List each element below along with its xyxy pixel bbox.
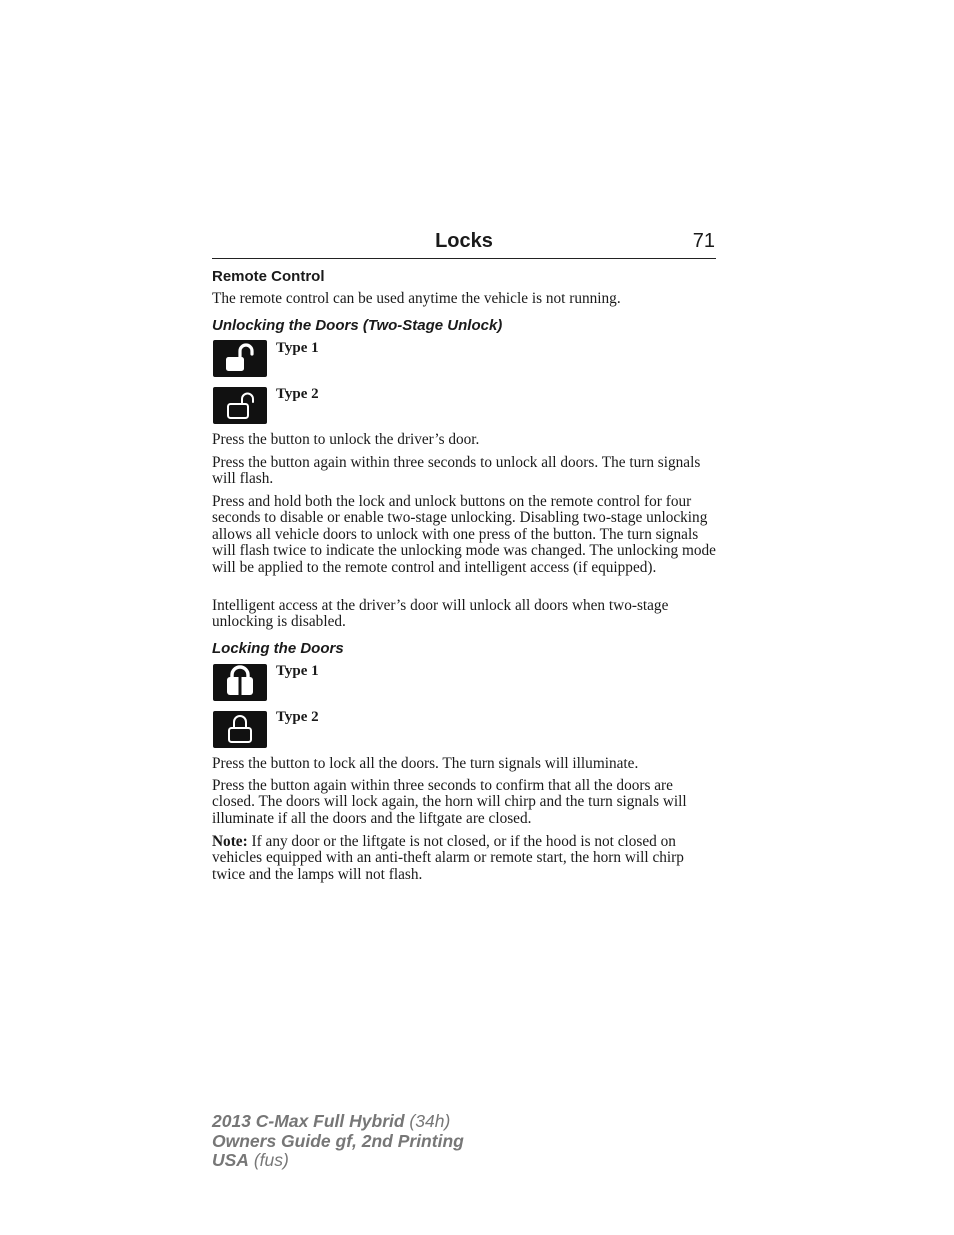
page-header <box>212 228 716 259</box>
paragraph-unlock-3: Press and hold both the lock and unlock buttons on the remote control for four seconds to disable or enable two-stage unlocking. Disabling two-stage unlocking allows all vehicle doors to unlock with one press of the button. The turn signals will flash twice to indicate the unlocking mode was changed. The unlocking mode will be applied to the remote control and intelligent access (if equipped). <box>212 493 716 576</box>
manual-page <box>212 228 716 883</box>
footer-line-3 <box>212 1151 464 1171</box>
note-text: If any door or the liftgate is not closed, or if the hood is not closed on vehicles equipped with an anti-theft alarm or remote start, the horn will chirp twice and the lamps will not flash. <box>212 833 684 883</box>
unlock-type2-label: Type 2 <box>276 386 319 402</box>
footer-model: 2013 C-Max Full Hybrid <box>212 1111 405 1131</box>
footer-region-code: (fus) <box>248 1150 289 1170</box>
footer-line-2 <box>212 1132 464 1152</box>
paragraph-unlock-4: Intelligent access at the driver’s door will unlock all doors when two-stage unlocking is disabled. <box>212 597 669 631</box>
lock-outline-padlock-icon <box>213 711 267 748</box>
lock-closed-padlock-icon <box>213 664 267 701</box>
heading-locking: Locking the Doors <box>212 640 344 657</box>
paragraph-unlock-1: Press the button to unlock the driver’s door. <box>212 431 480 448</box>
note-label: Note: <box>212 833 248 850</box>
footer-line-1 <box>212 1112 464 1132</box>
paragraph-note <box>212 834 716 883</box>
footer-model-code: (34h) <box>404 1111 451 1131</box>
heading-unlocking: Unlocking the Doors (Two-Stage Unlock) <box>212 317 503 334</box>
footer-region: USA <box>212 1150 249 1170</box>
page-footer <box>212 1112 464 1171</box>
paragraph-remote-intro: The remote control can be used anytime the vehicle is not running. <box>212 290 621 307</box>
footer-guide: Owners Guide gf, 2nd Printing <box>212 1130 464 1151</box>
page-number: 71 <box>692 230 715 252</box>
lock-type2-label: Type 2 <box>276 709 319 725</box>
paragraph-unlock-2: Press the button again within three seconds to unlock all doors. The turn signals will flash. <box>212 454 701 488</box>
unlock-open-padlock-icon <box>213 340 267 377</box>
heading-remote-control: Remote Control <box>212 268 325 285</box>
unlock-outline-padlock-icon <box>213 387 267 424</box>
lock-type1-label: Type 1 <box>276 663 319 679</box>
paragraph-lock-1: Press the button to lock all the doors. The turn signals will illuminate. <box>212 755 639 772</box>
unlock-type1-label: Type 1 <box>276 340 319 356</box>
section-title: Locks <box>435 230 493 252</box>
paragraph-lock-2: Press the button again within three seconds to confirm that all the doors are closed. The doors will lock again, the horn will chirp and the turn signals will illuminate if all the doors and the liftgate are closed. <box>212 777 687 827</box>
